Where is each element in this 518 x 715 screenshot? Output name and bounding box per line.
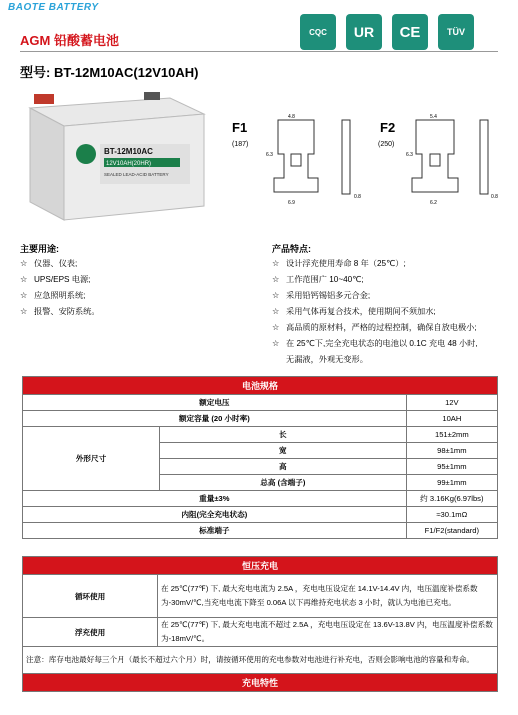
list-item: ☆ 采用铅钙锡铝多元合金; [272,291,371,300]
battery-image [20,92,210,224]
table-row: 外形尺寸 长 151±2mm [23,427,498,443]
charge-features-header: 充电特性 [23,674,498,692]
svg-text:0.8: 0.8 [491,194,498,200]
model-title: 型号: BT-12M10AC(12V10AH) [20,65,199,80]
product-category-title: AGM 铅酸蓄电池 [20,33,119,48]
table-row: 标准端子 F1/F2(standard) [23,523,498,539]
list-item: ☆ 在 25℃下,完全充电状态的电池以 0.1C 充电 48 小时, [272,339,478,348]
f2-code: (250) [378,141,395,148]
charging-table-header: 恒压充电 [23,557,498,575]
table-row: 额定电压 12V [23,395,498,411]
list-item: ☆ 报警、安防系统。 [20,307,100,316]
tuv-cert-icon: TÜV [438,14,474,50]
f1-code: (187) [232,141,249,148]
ur-cert-icon: UR [346,14,382,50]
f1-label: F1 [232,120,248,135]
features-list [272,256,504,368]
spec-table [22,376,498,539]
applications-title: 主要用途: [20,244,59,254]
features-title: 产品特点: [272,244,311,254]
table-row: 宽 98±1mm [23,443,498,459]
brand-logo: BAOTE BATTERY [8,2,99,13]
battery-type-text: SEALED LEAD-ACID BATTERY [104,172,169,177]
list-item: ☆ UPS/EPS 电源; [20,275,91,284]
table-row: 重量±3% 约 3.16Kg(6.97lbs) [23,491,498,507]
table-row: 总高 (含端子) 99±1mm [23,475,498,491]
table-row: 内阻(完全充电状态) ≈30.1mΩ [23,507,498,523]
list-item: 无漏液，外观无变形。 [286,355,368,364]
applications-list [20,256,240,320]
list-item: ☆ 应急照明系统; [20,291,86,300]
svg-text:5.4: 5.4 [430,114,437,120]
f2-label: F2 [380,120,396,135]
table-row: 高 95±1mm [23,459,498,475]
table-row: 额定容量 (20 小时率) 10AH [23,411,498,427]
list-item: ☆ 工作范围广 10~40℃; [272,275,364,284]
table-row: 循环使用 在 25℃(77℉) 下, 最大充电电流为 2.5A ，充电电压设定在 14.1V-14.4V 内，电压温度补偿系数为-30mV/℃,当充电电流下降至 0.06A 以下再维持充电状态 3 小时，就认为电池已充电。 [23,575,498,618]
charging-table [22,556,498,692]
svg-text:6.3: 6.3 [266,152,273,158]
svg-text:4.8: 4.8 [288,114,295,120]
battery-rating-text: 12V10AH(20HR) [106,161,152,167]
list-item: ☆ 采用气体再复合技术，使用期间不须加水; [272,307,436,316]
svg-text:6.9: 6.9 [288,200,295,206]
table-row: 浮充使用 在 25℃(77℉) 下, 最大充电电流不超过 2.5A ，充电电压设定在 13.6V-13.8V 内，电压温度补偿系数为-18mV/℃。 [23,618,498,647]
battery-model-text: BT-12M10AC [104,147,153,156]
table-row: 注意：库存电池最好每三个月（最长不超过六个月）时，请按循环使用的充电参数对电池进行补充电，否则会影响电池的容量和寿命。 [23,647,498,674]
svg-text:6.2: 6.2 [430,200,437,206]
list-item: ☆ 设计浮充使用寿命 8 年（25℃）; [272,259,406,268]
ce-cert-icon: CE [392,14,428,50]
cqc-cert-icon: CQC [300,14,336,50]
list-item: ☆ 仪器、仪表; [20,259,78,268]
svg-text:6.3: 6.3 [406,152,413,158]
list-item: ☆ 高品质的原材料，严格的过程控制，确保自放电极小; [272,323,477,332]
svg-text:0.8: 0.8 [354,194,361,200]
spec-table-header: 电池规格 [23,377,498,395]
terminal-diagrams [230,112,500,208]
divider [20,51,498,52]
